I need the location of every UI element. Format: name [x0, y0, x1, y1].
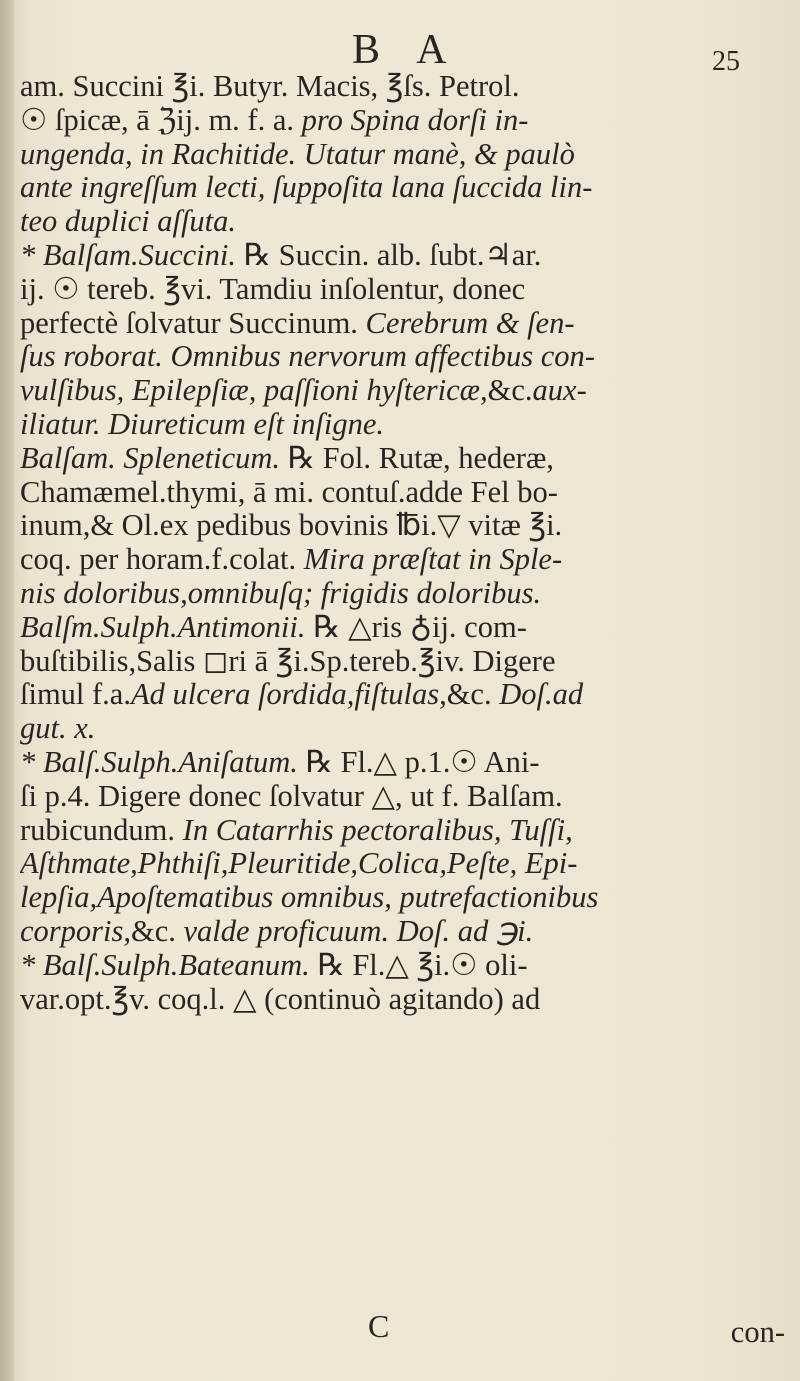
- text-segment: ℞ Fol. Rutæ, hederæ,: [287, 441, 554, 475]
- text-segment: * Balſ.Sulph.Aniſatum.: [20, 745, 306, 779]
- text-line: [20, 611, 785, 645]
- text-segment: buſtibilis,Salis ◻ri ā ℥i.Sp.tereb.℥iv. Digere: [20, 644, 556, 678]
- text-line: [20, 171, 785, 205]
- text-line: [20, 678, 785, 712]
- text-segment: valde proficuum. Doſ. ad ℈i.: [183, 914, 534, 948]
- text-segment: Ad ulcera ſordida,fiſtulas,: [130, 678, 447, 712]
- text-line: [20, 881, 785, 915]
- text-segment: inum,& Ol.ex pedibus bovinis ℔i.▽ vitæ ℥i.: [20, 509, 563, 543]
- text-segment: perfectè ſolvatur Succinum.: [20, 306, 366, 340]
- text-segment: ℞ △ris ♁ij. com-: [313, 610, 527, 644]
- text-segment: aux-: [532, 374, 587, 408]
- text-segment: ℞ Fl.△ p.1.☉ Ani-: [305, 745, 540, 779]
- text-segment: rubicundum.: [20, 813, 183, 847]
- text-line: [20, 983, 785, 1017]
- text-line: [20, 205, 785, 239]
- text-body: [20, 70, 785, 1016]
- text-segment: ungenda, in Rachitide. Utatur manè, & paulò: [20, 137, 575, 171]
- text-line: [20, 138, 785, 172]
- text-segment: pro Spina dorſi in-: [301, 103, 529, 137]
- text-segment: coq. per horam.f.colat.: [20, 543, 304, 577]
- text-line: [20, 307, 785, 341]
- text-segment: ☉ ſpicæ, ā ℨij. m. f. a.: [20, 103, 302, 137]
- page-gutter: [0, 0, 14, 1381]
- text-line: [20, 949, 785, 983]
- text-line: [20, 509, 785, 543]
- text-segment: &c.: [131, 914, 184, 948]
- text-segment: iliatur. Diureticum eſt inſigne.: [20, 407, 384, 441]
- text-segment: Aſthmate,Phthiſi,Pleuritide,Colica,Peſte, Epi-: [20, 847, 578, 881]
- text-segment: &c.: [446, 678, 500, 712]
- text-line: [20, 70, 785, 104]
- text-segment: Chamæmel.thymi, ā mi. contuſ.adde Fel bo-: [20, 475, 558, 509]
- text-segment: nis doloribus,omnibuſq; frigidis doloribus.: [20, 576, 542, 610]
- text-line: [20, 915, 785, 949]
- running-head: [0, 26, 800, 76]
- text-segment: Mira præſtat in Sple-: [303, 543, 563, 577]
- text-segment: var.opt.℥v. coq.l. △ (continuò agitando) ad: [20, 982, 541, 1016]
- text-segment: teo duplici aſſuta.: [20, 205, 237, 239]
- text-line: [20, 746, 785, 780]
- text-segment: am. Succini ℥i. Butyr. Macis, ℥ſs. Petrol.: [20, 70, 520, 103]
- text-segment: &c.: [487, 374, 533, 408]
- text-segment: ante ingreſſum lecti, ſuppoſita lana ſuccida lin-: [20, 171, 593, 205]
- text-line: [20, 476, 785, 510]
- text-segment: ſi p.4. Digere donec ſolvatur △, ut f. Balſam.: [20, 779, 563, 813]
- text-line: [20, 104, 785, 138]
- text-line: [20, 340, 785, 374]
- text-line: [20, 442, 785, 476]
- text-line: [20, 712, 785, 746]
- header-title: B A: [352, 27, 461, 73]
- text-line: [20, 543, 785, 577]
- text-segment: In Catarrhis pectoralibus, Tuſſi,: [182, 813, 573, 847]
- text-line: [20, 239, 785, 273]
- text-segment: gut. x.: [20, 712, 96, 746]
- text-line: [20, 814, 785, 848]
- text-line: [20, 780, 785, 814]
- catchword-line: [20, 1316, 800, 1350]
- text-segment: Balſm.Sulph.Antimonii.: [20, 610, 314, 644]
- text-segment: vulſibus, Epilepſiæ, paſſioni hyſtericæ,: [20, 374, 488, 408]
- catchword: con-: [730, 1316, 785, 1349]
- text-segment: Cerebrum & ſen-: [365, 306, 575, 340]
- text-line: [20, 374, 785, 408]
- text-segment: ℞ Fl.△ ℥i.☉ oli-: [317, 948, 528, 982]
- text-line: [20, 273, 785, 307]
- text-line: [20, 577, 785, 611]
- text-segment: ſimul f.a.: [20, 678, 131, 712]
- text-segment: ij. ☉ tereb. ℥vi. Tamdiu inſolentur, donec: [20, 272, 526, 306]
- text-line: [20, 408, 785, 442]
- text-segment: corporis,: [20, 914, 131, 948]
- text-segment: ſus roborat. Omnibus nervorum affectibus con-: [20, 340, 595, 374]
- text-segment: ℞ Succin. alb. ſubt.♃ar.: [243, 238, 542, 272]
- text-segment: Balſam. Spleneticum.: [20, 441, 288, 475]
- text-segment: * Balſ.Sulph.Bateanum.: [20, 948, 318, 982]
- text-line: [20, 645, 785, 679]
- text-line: [20, 847, 785, 881]
- page-number: 25: [712, 46, 740, 77]
- text-segment: lepſia,Apoſtematibus omnibus, putrefactionibus: [20, 881, 599, 915]
- signature-mark: C: [368, 1308, 390, 1344]
- text-segment: Doſ.ad: [499, 678, 584, 712]
- text-segment: * Balſam.Succini.: [20, 238, 244, 272]
